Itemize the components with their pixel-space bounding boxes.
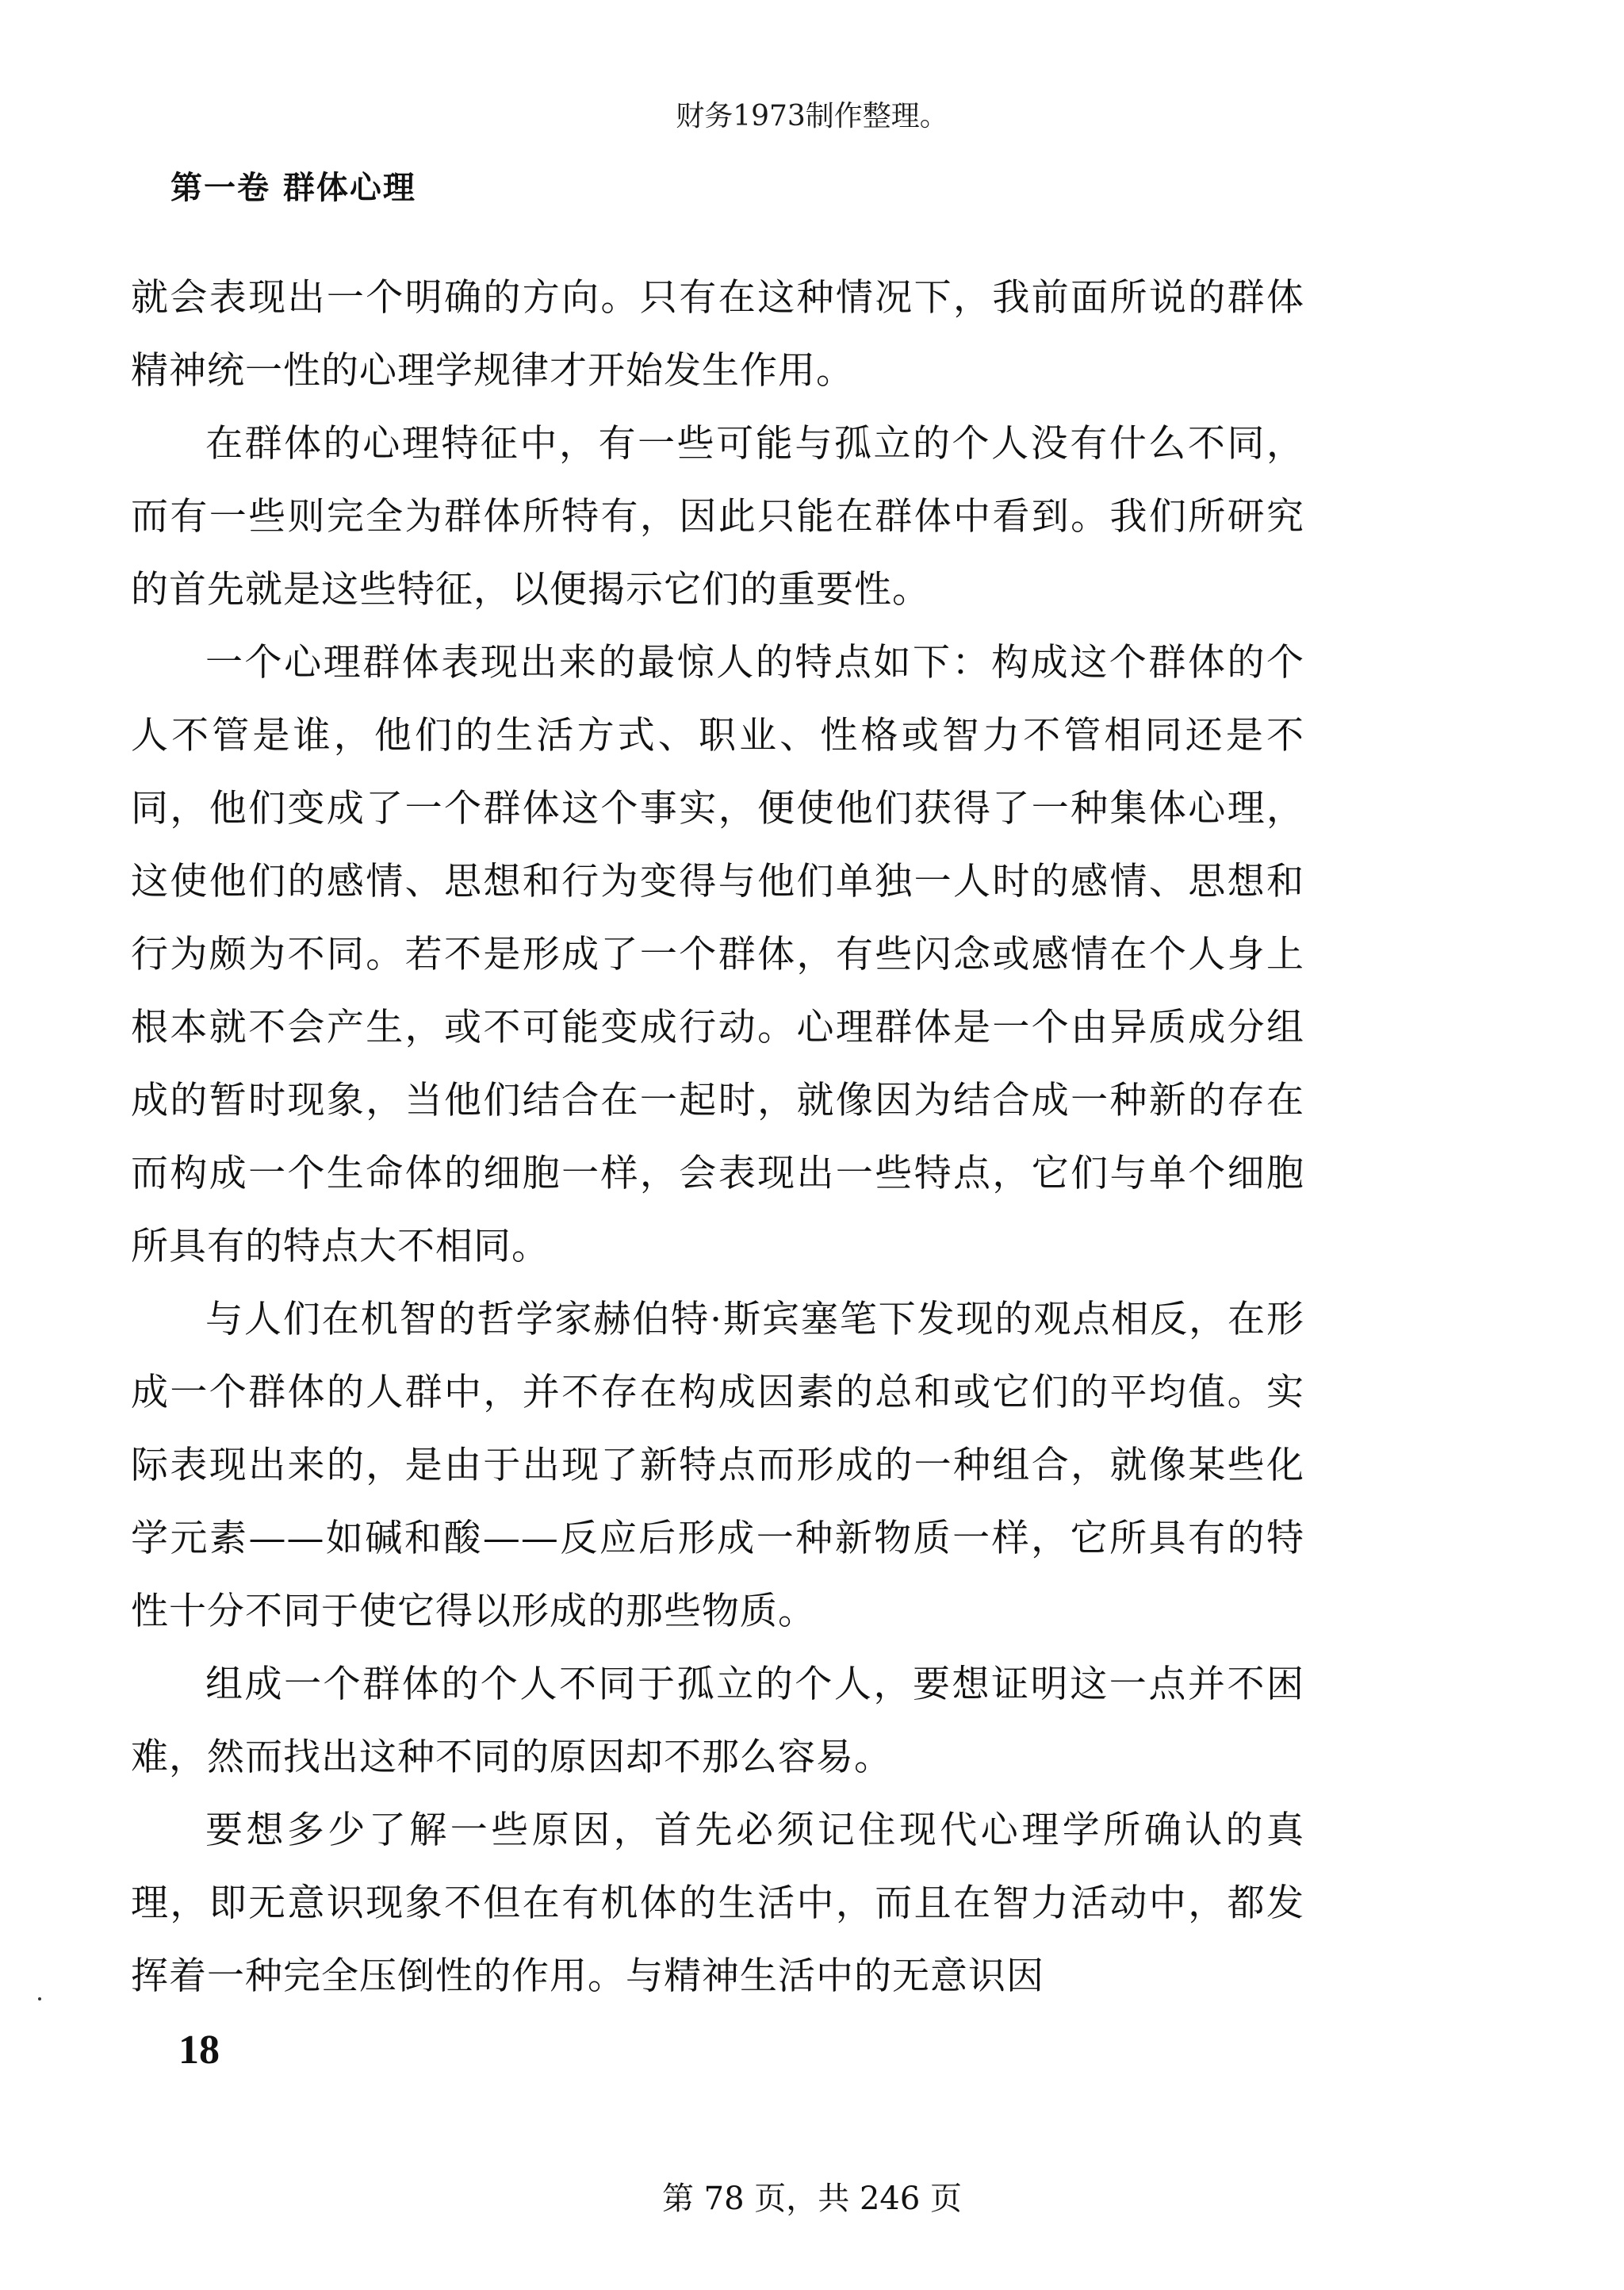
page-counter: 第 78 页，共 246 页	[661, 2181, 963, 2217]
page-number: 18	[178, 2027, 220, 2073]
watermark-text: 财务1973制作整理。	[676, 100, 948, 132]
paragraph-1: 就会表现出一个明确的方向。只有在这种情况下，我前面所说的群体精神统一性的心理学规律才开始发生作用。	[131, 276, 1304, 393]
scan-speck	[38, 1997, 41, 2000]
running-head: 第一卷 群体心理	[170, 169, 416, 206]
paragraph-2: 在群体的心理特征中，有一些可能与孤立的个人没有什么不同，而有一些则完全为群体所特有，因此只能在群体中看到。我们所研究的首先就是这些特征，以便揭示它们的重要性。	[131, 422, 1304, 612]
paragraph-3: 一个心理群体表现出来的最惊人的特点如下：构成这个群体的个人不管是谁，他们的生活方式、职业、性格或智力不管相同还是不同，他们变成了一个群体这个事实，便使他们获得了一种集体心理，这使他们的感情、思想和行为变得与他们单独一人时的感情、思想和行为颇为不同。若不是形成了一个群体，有些闪念或感情在个人身上根本就不会产生，或不可能变成行动。心理群体是一个由异质成分组成的暂时现象，当他们结合在一起时，就像因为结合成一种新的存在而构成一个生命体的细胞一样，会表现出一些特点，它们与单个细胞所具有的特点大不相同。	[131, 641, 1304, 1268]
paragraph-4: 与人们在机智的哲学家赫伯特·斯宾塞笔下发现的观点相反，在形成一个群体的人群中，并不存在构成因素的总和或它们的平均值。实际表现出来的，是由于出现了新特点而形成的一种组合，就像某些化学元素——如碱和酸——反应后形成一种新物质一样，它所具有的特性十分不同于使它得以形成的那些物质。	[131, 1298, 1304, 1633]
body-text	[131, 262, 1304, 2013]
paragraph-6: 要想多少了解一些原因，首先必须记住现代心理学所确认的真理，即无意识现象不但在有机体的生活中，而且在智力活动中，都发挥着一种完全压倒性的作用。与精神生活中的无意识因	[131, 1809, 1304, 1998]
paragraph-5: 组成一个群体的个人不同于孤立的个人，要想证明这一点并不困难，然而找出这种不同的原因却不那么容易。	[131, 1663, 1304, 1779]
